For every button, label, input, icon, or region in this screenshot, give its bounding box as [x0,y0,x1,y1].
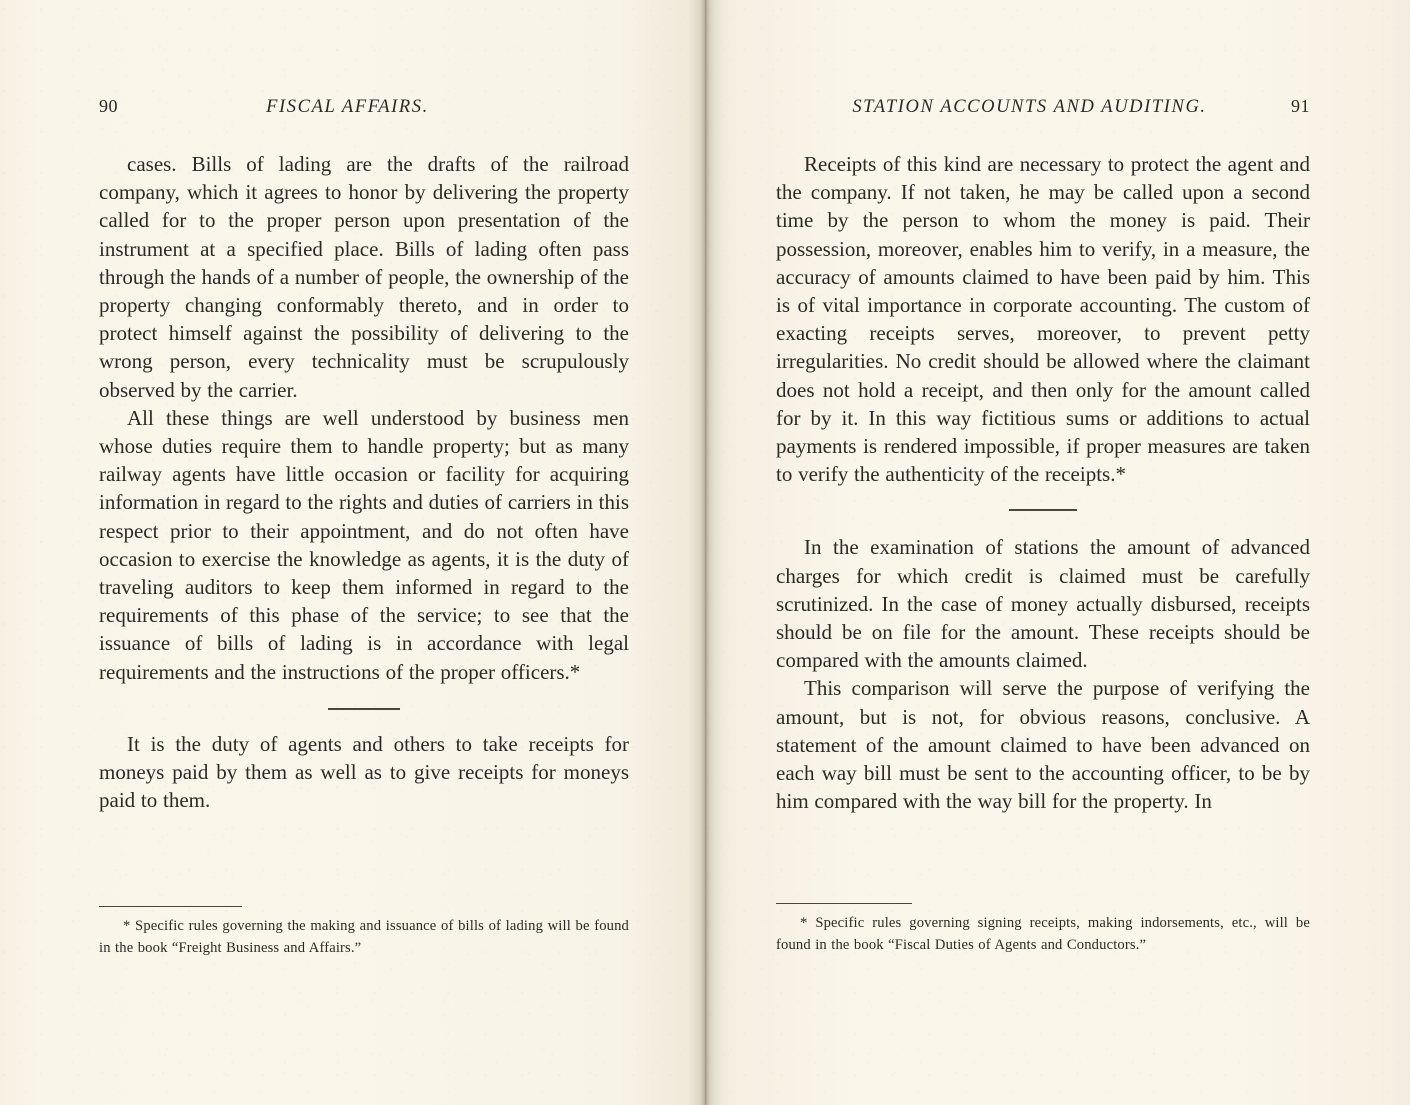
section-divider-rule [328,708,400,710]
paragraph: In the examination of stations the amount of advanced charges for which credit is claimed must be carefully scrutinized. In the case of money actually disbursed, receipts should be on file for the amount. These receipts should be compared with the amounts claimed. [776,535,1310,673]
right-page-textblock [776,96,1310,815]
running-head-title-right: STATION ACCOUNTS AND AUDITING. [852,97,1207,117]
footnote-text: * Specific rules governing the making and issuance of bills of lading will be found in the book “Freight Business and Affairs.” [99,918,629,956]
running-head-title-left: FISCAL AFFAIRS. [266,97,429,117]
right-footnote-zone [776,903,1310,956]
section-divider-rule [1009,509,1077,511]
right-running-head [776,96,1310,122]
paragraph: It is the duty of agents and others to take receipts for moneys paid by them as well as to give receipts for moneys paid to them. [99,731,629,813]
footnote-separator-rule [99,906,242,907]
paragraph: Receipts of this kind are necessary to protect the agent and the company. If not taken, he may be called upon a second time by the person to whom the money is paid. Their possession, moreover, enables him to verify, in a measure, the accuracy of amounts claimed to have been paid by him. This is of vital importance in corporate accounting. The custom of exacting receipts serves, moreover, to prevent petty irregularities. No credit should be allowed where the claimant does not hold a receipt, and then only for the amount called for by it. In this way fictitious sums or additions to actual payments is rendered impossible, if proper measures are taken to verify the authenticity of the receipts.* [776,152,1310,487]
paragraph: All these things are well understood by business men whose duties require them to handle property; but as many railway agents have little occasion or facility for acquiring information in regard to the rights and duties of carriers in this respect prior to their appointment, and do not often have occasion to exercise the knowledge as agents, it is the duty of traveling auditors to keep them informed in regard to the requirements of this phase of the service; to see that the issuance of bills of lading is in accordance with legal requirements and the instructions of the proper officers.* [99,405,629,684]
footnote-text: * Specific rules governing signing receipts, making indorsements, etc., will be found in the book “Fiscal Duties of Agents and Conductors.” [776,915,1310,953]
paragraph: This comparison will serve the purpose of verifying the amount, but is not, for obvious reasons, conclusive. A statement of the amount claimed to have been advanced on each way bill must be sent to the accounting officer, to be by him compared with the way bill for the property. In [776,676,1310,814]
page-number-left: 90 [99,96,118,116]
footnote-separator-rule [776,903,912,904]
left-page-textblock [99,96,629,814]
left-footnote-zone [99,906,629,959]
left-running-head [99,96,629,122]
page-number-right: 91 [1291,96,1310,116]
right-page [706,0,1410,1105]
paragraph: cases. Bills of lading are the drafts of the railroad company, which it agrees to honor by delivering the property called for to the proper person upon presentation of the instrument at a specified place. Bills of lading often pass through the hands of a number of people, the ownership of the property changing conformably thereto, and in order to protect himself against the possibility of delivering to the wrong person, every technicality must be scrupulously observed by the carrier. [99,152,629,402]
